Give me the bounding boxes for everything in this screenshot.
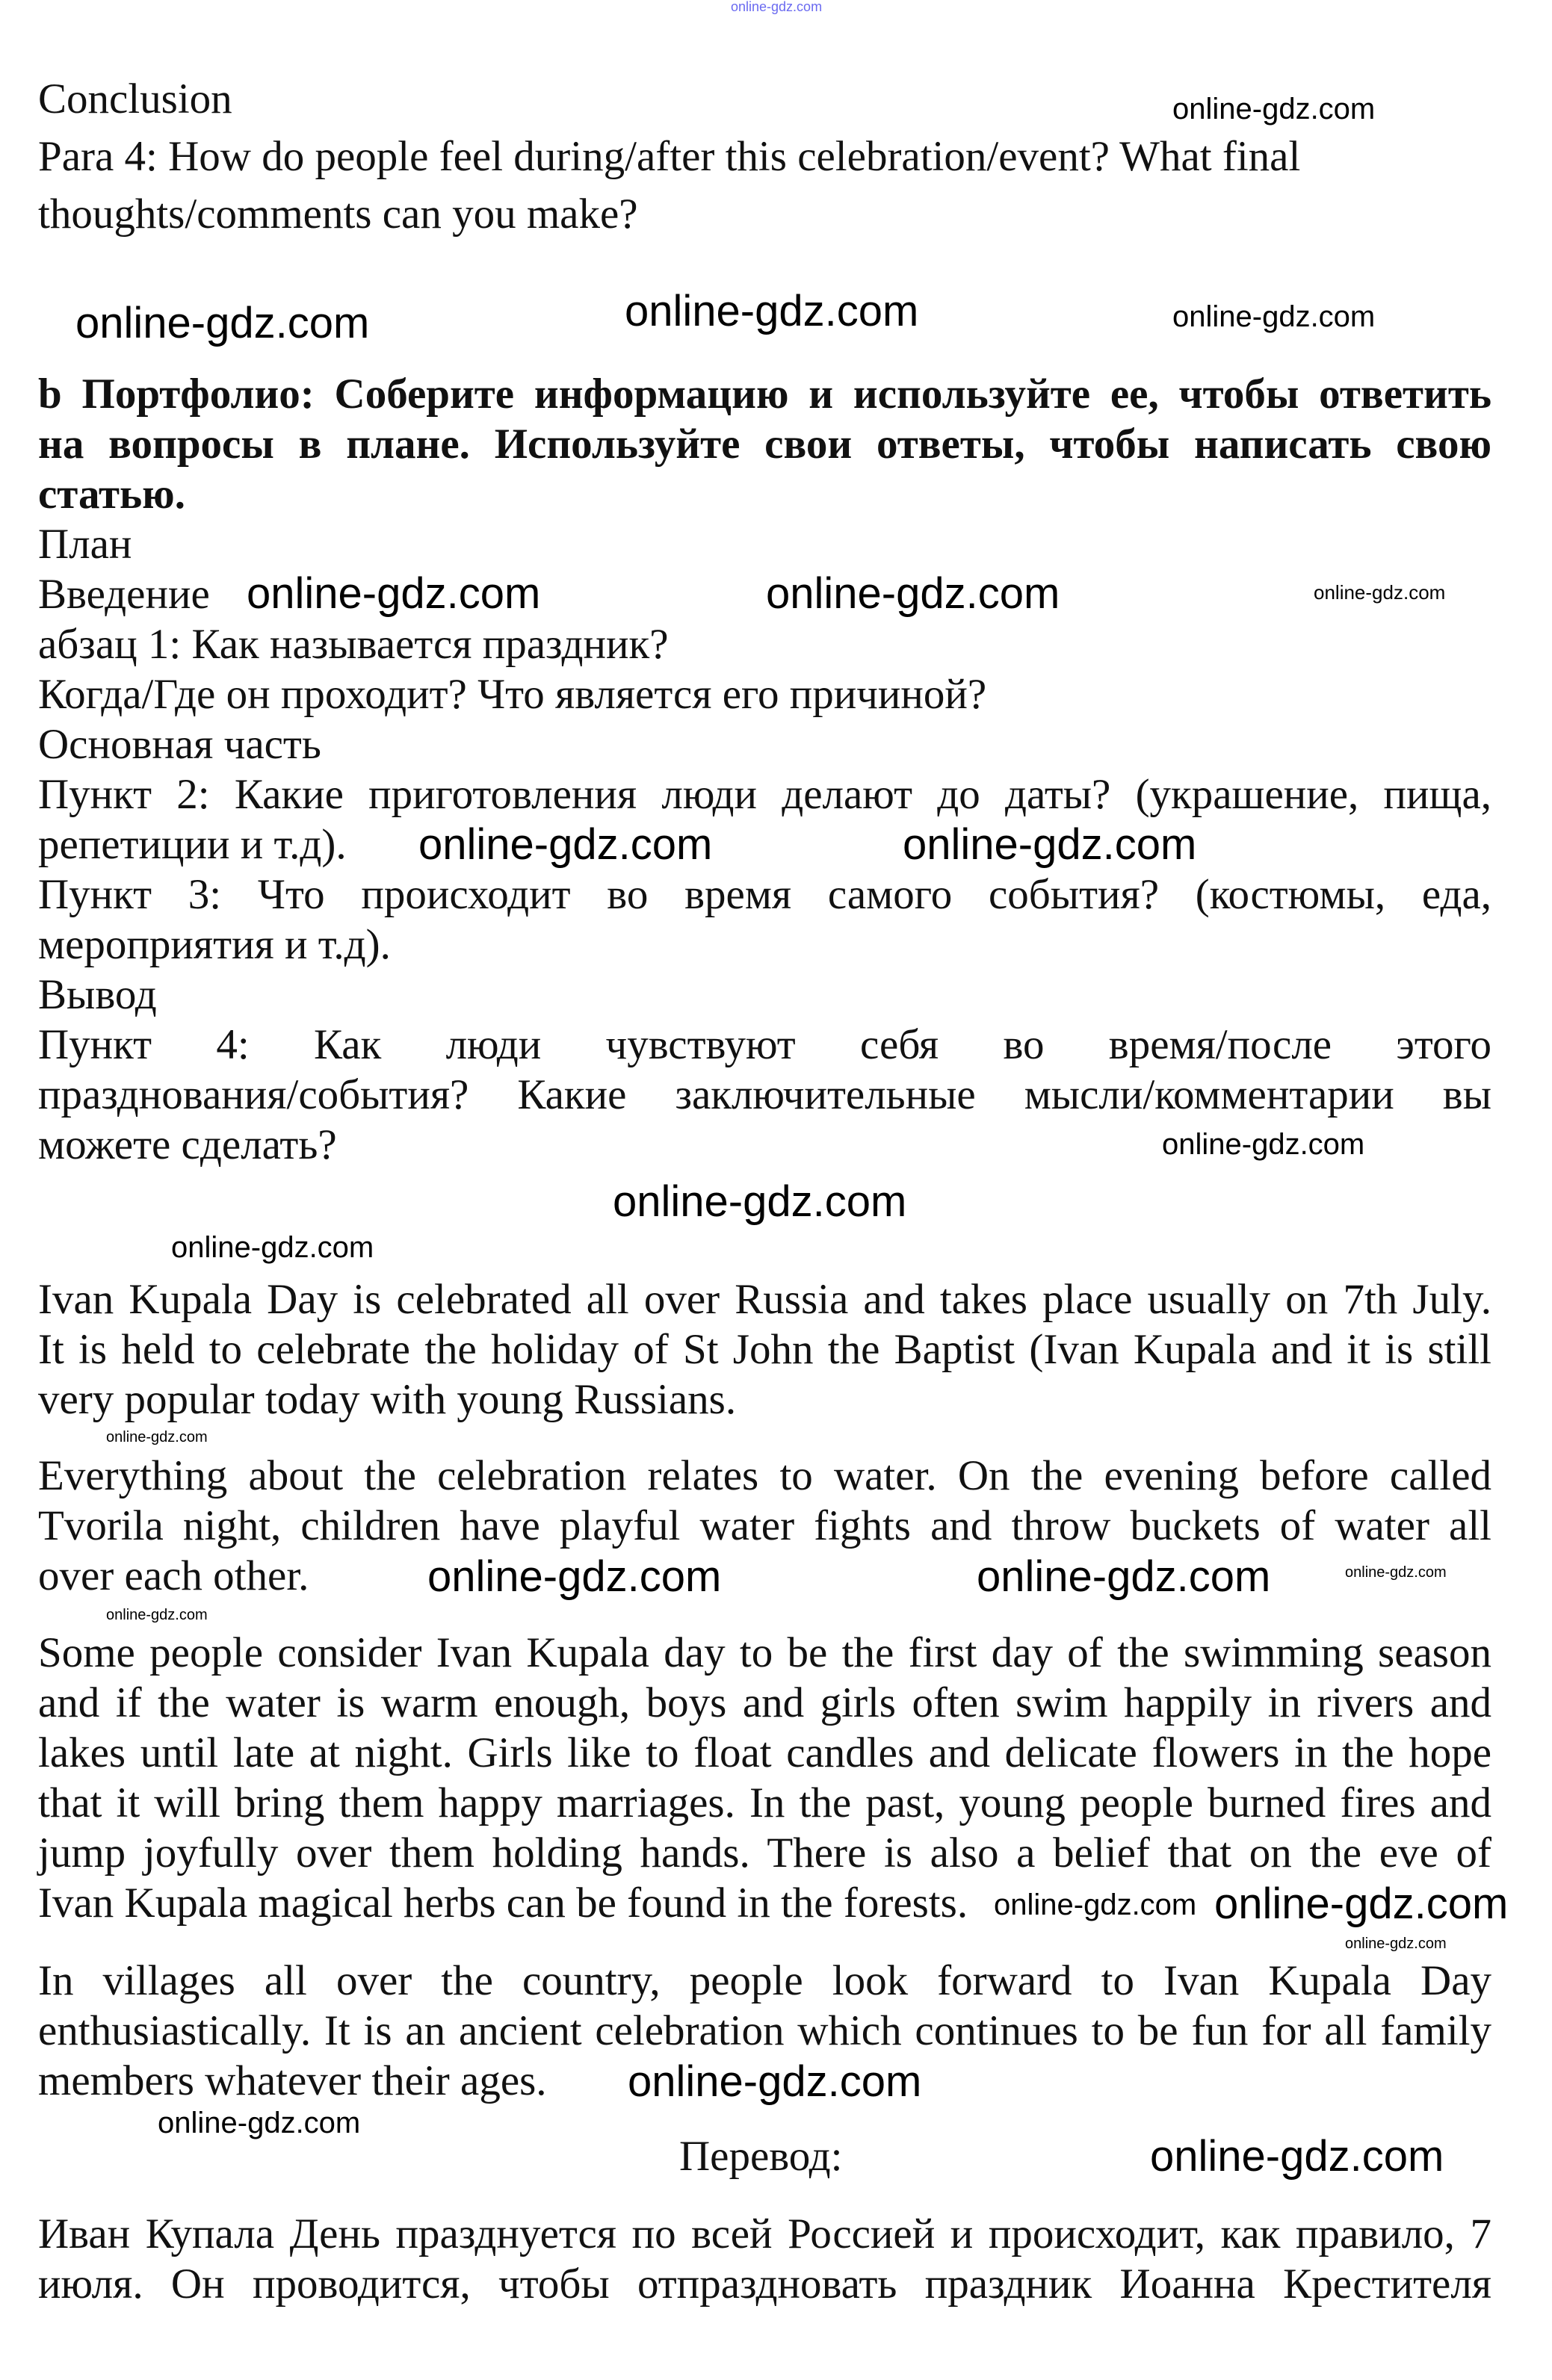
task-b-line: статью. (38, 471, 185, 518)
essay-line: very popular today with young Russians. (38, 1376, 737, 1423)
para4-line: Para 4: How do people feel during/after this celebration/event? What final (38, 133, 1301, 180)
essay-line: over each other. (38, 1552, 309, 1599)
watermark: online-gdz.com (1162, 1128, 1365, 1161)
plan-heading: План (38, 521, 132, 568)
watermark: online-gdz.com (628, 2057, 922, 2106)
watermark: online-gdz.com (766, 569, 1060, 618)
watermark: online-gdz.com (1150, 2132, 1444, 2181)
essay-line: that it will bring them happy marriages. In the past, young people burned fires and (38, 1779, 1491, 1826)
heading-conclusion: Conclusion (38, 75, 232, 123)
essay-line: lakes until late at night. Girls like to float candles and delicate flowers in the hope (38, 1729, 1491, 1776)
watermark: online-gdz.com (1314, 581, 1446, 604)
essay-line: It is held to celebrate the holiday of St John the Baptist (Ivan Kupala and it is still (38, 1326, 1491, 1373)
essay-line: Some people consider Ivan Kupala day to be the first day of the swimming season (38, 1629, 1491, 1676)
watermark: online-gdz.com (1172, 93, 1376, 125)
translation-line: июля. Он проводится, чтобы отпраздновать праздник Иоанна Крестителя (38, 2260, 1491, 2308)
watermark: online-gdz.com (158, 2107, 361, 2139)
watermark: online-gdz.com (171, 1231, 374, 1264)
para4-ru-line: празднования/события? Какие заключительные мысли/комментарии вы (38, 1071, 1491, 1118)
watermark: online-gdz.com (625, 287, 919, 335)
watermark: online-gdz.com (106, 1607, 208, 1623)
essay-line: Tvorila night, children have playful water fights and throw buckets of water all (38, 1502, 1491, 1549)
essay-line: members whatever their ages. (38, 2057, 547, 2104)
para3-line: мероприятия и т.д). (38, 921, 391, 968)
watermark: online-gdz.com (427, 1552, 722, 1601)
essay-line: enthusiastically. It is an ancient celebration which continues to be fun for all family (38, 2007, 1491, 2054)
essay-line: Ivan Kupala magical herbs can be found in the forests. (38, 1879, 968, 1927)
conclusion-heading: Вывод (38, 971, 157, 1018)
essay-line: In villages all over the country, people look forward to Ivan Kupala Day (38, 1957, 1491, 2004)
watermark: online-gdz.com (75, 299, 370, 347)
intro-heading: Введение (38, 571, 210, 618)
para2-line: Пункт 2: Какие приготовления люди делают до даты? (украшение, пища, (38, 771, 1491, 818)
watermark: online-gdz.com (418, 820, 713, 869)
watermark: online-gdz.com (1214, 1879, 1509, 1928)
para2-line: репетиции и т.д). (38, 821, 347, 868)
para3-line: Пункт 3: Что происходит во время самого события? (костюмы, еда, (38, 871, 1491, 918)
para1-line: Когда/Где он проходит? Что является его причиной? (38, 671, 987, 718)
watermark: online-gdz.com (106, 1429, 208, 1445)
essay-line: Ivan Kupala Day is celebrated all over Russia and takes place usually on 7th July. (38, 1276, 1491, 1323)
task-b-line: b Портфолио: Соберите информацию и используйте ее, чтобы ответить (38, 371, 1491, 418)
watermark: online-gdz.com (977, 1552, 1271, 1601)
essay-line: and if the water is warm enough, boys and girls often swim happily in rivers and (38, 1679, 1491, 1726)
watermark: online-gdz.com (1345, 1936, 1447, 1952)
watermark: online-gdz.com (247, 569, 541, 618)
watermark: online-gdz.com (1172, 300, 1376, 333)
para4-ru-line: можете сделать? (38, 1121, 337, 1168)
watermark: online-gdz.com (1345, 1564, 1447, 1581)
para4-ru-line: Пункт 4: Как люди чувствуют себя во время/после этого (38, 1021, 1491, 1068)
watermark: online-gdz.com (994, 1888, 1197, 1921)
watermark: online-gdz.com (903, 820, 1197, 869)
main-heading: Основная часть (38, 721, 321, 768)
task-b-line: на вопросы в плане. Используйте свои ответы, чтобы написать свою (38, 421, 1491, 468)
para4-line: thoughts/comments can you make? (38, 190, 638, 238)
watermark: online-gdz.com (731, 0, 823, 14)
translation-line: Иван Купала День празднуется по всей Россией и происходит, как правило, 7 (38, 2210, 1491, 2257)
para1-line: абзац 1: Как называется праздник? (38, 621, 669, 668)
essay-line: Everything about the celebration relates to water. On the evening before called (38, 1452, 1491, 1499)
essay-line: jump joyfully over them holding hands. There is also a belief that on the eve of (38, 1829, 1491, 1877)
translation-label: Перевод: (679, 2133, 843, 2180)
watermark: online-gdz.com (613, 1177, 907, 1226)
